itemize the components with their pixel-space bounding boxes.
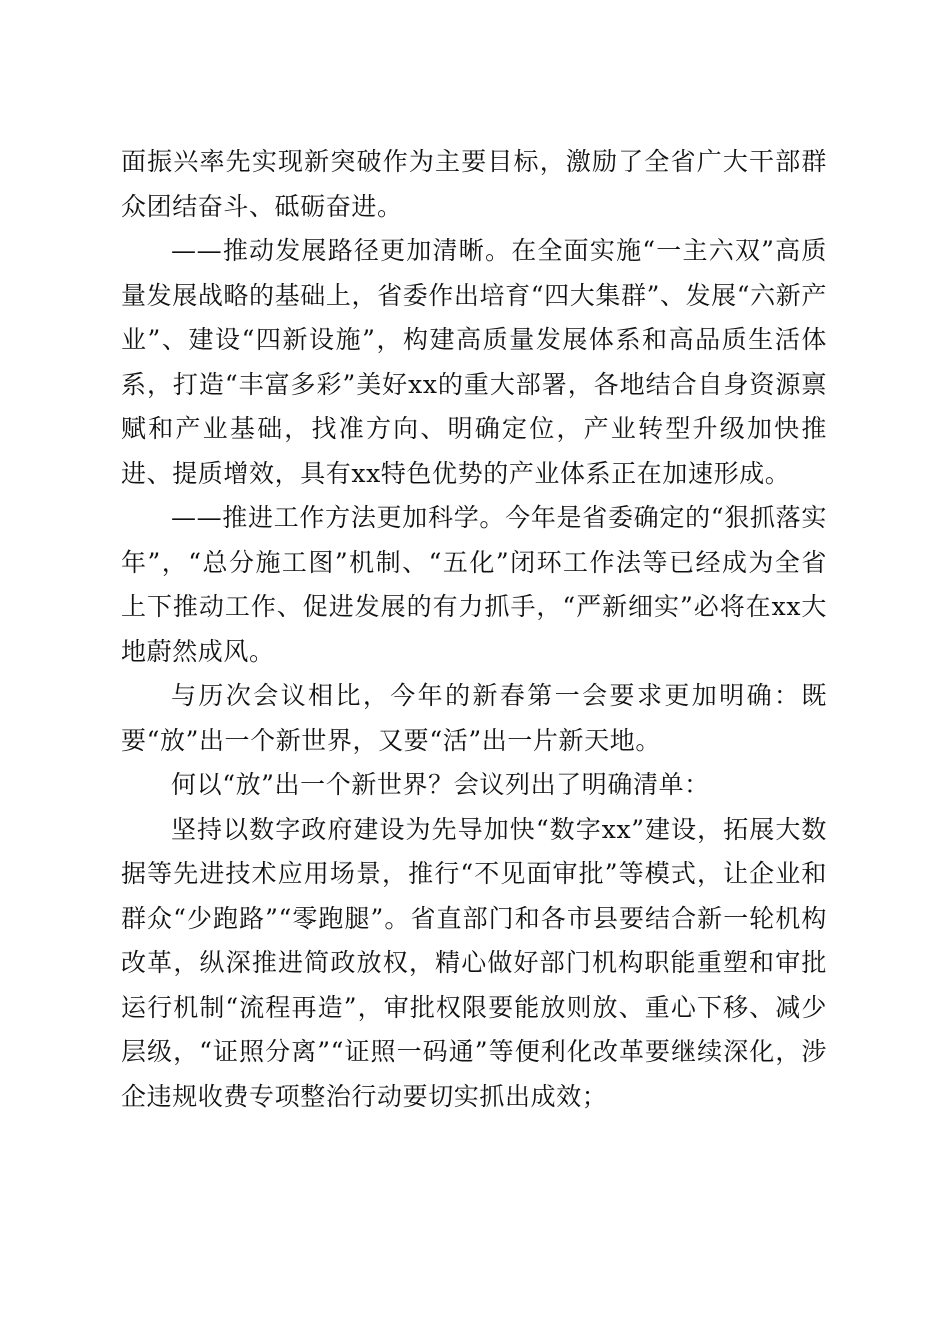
- paragraph-question: 何以“放”出一个新世界？会议列出了明确清单：: [171, 770, 710, 799]
- paragraph-work-method: ——推进工作方法更加科学。今年是省委确定的“狠抓落实年”，“总分施工图”机制、“五化”闭环工作法等已经成为全省上下推动工作、促进发展的有力抓手，“严新细实”必将在xx大地蔚然成风。: [121, 503, 827, 666]
- document-body: [121, 140, 827, 1119]
- paragraph-development-path: ——推动发展路径更加清晰。在全面实施“一主六双”高质量发展战略的基础上，省委作出培育“四大集群”、发展“六新产业”、建设“四新设施”，构建高质量发展体系和高品质生活体系，打造“丰富多彩”美好xx的重大部署，各地结合自身资源禀赋和产业基础，找准方向、明确定位，产业转型升级加快推进、提质增效，具有xx特色优势的产业体系正在加速形成。: [121, 236, 827, 488]
- paragraph-digital-government: 坚持以数字政府建设为先导加快“数字xx”建设，拓展大数据等先进技术应用场景，推行“不见面审批”等模式，让企业和群众“少跑路”“零跑腿”。省直部门和各市县要结合新一轮机构改革，纵深推进简政放权，精心做好部门机构职能重塑和审批运行机制“流程再造”，审批权限要能放则放、重心下移、减少层级，“证照分离”“证照一码通”等便利化改革要继续深化，涉企违规收费专项整治行动要切实抓出成效；: [121, 814, 827, 1111]
- paragraph-meeting-requirements: 与历次会议相比，今年的新春第一会要求更加明确：既要“放”出一个新世界，又要“活”出一片新天地。: [121, 681, 827, 755]
- paragraph-continuation: 面振兴率先实现新突破作为主要目标，激励了全省广大干部群众团结奋斗、砥砺奋进。: [121, 147, 827, 221]
